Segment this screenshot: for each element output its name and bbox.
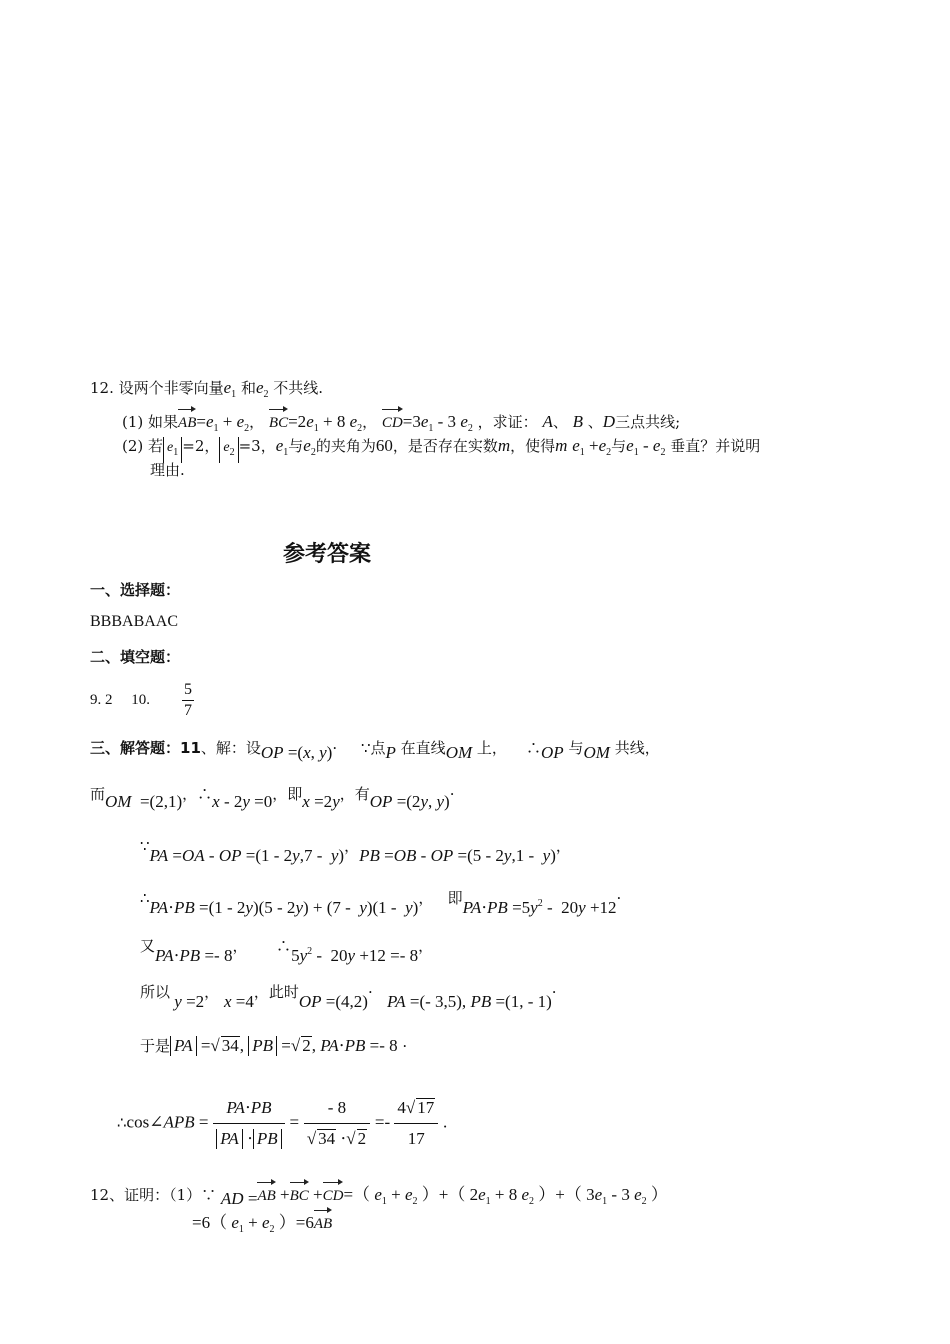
section2-answers: 9. 2 10. (90, 692, 150, 708)
q11-line8-cos: ∴cos∠APB = $\frac{PA\cdot PB}{PA \cdot PB}$ = $\frac{- 8}{√ 34 \cdot√ 2}$ =- $\frac{4√ 17}{17}$ . (117, 1094, 447, 1153)
section1-heading: 一、选择题： (90, 581, 181, 599)
q11-line6: 所以 y =2， x =4，此时OP =(4,2)· PA =(- 3,5), PB =(1, - 1)· (140, 983, 557, 1011)
q11-line5: 又PA⋅PB =- 8， $\therefore 5y^2 - 20y +12 =- 8$， (140, 937, 434, 965)
q11-line4: ∴PA⋅PB =(1 - 2y)(5 - 2y) + (7 - y)(1 - y)， 即$PA\cdot PB =5y^2 - 20y +12\cdot$ (140, 889, 622, 917)
q12-proof-line2: =6（ $e_1 + e_2$ ）=6AB (192, 1206, 332, 1242)
q11-line2: 而OM =(2,1)，∴x - 2y =0，即x =2y，有OP =(2y, y)· (90, 785, 455, 811)
section2-heading: 二、填空题： (90, 648, 181, 666)
q11-line1: 三、解答题：11、解：设OP =(x, y)· ∵点P 在直线OM 上， ∴OP 与OM 共线， (90, 739, 660, 762)
q12-part2-cont: 理由. (150, 461, 185, 479)
q12-intro: 12. 设两个非零向量$e_1$ 和$e_2$ 不共线. (90, 378, 324, 400)
answer-title: 参考答案 (283, 542, 372, 567)
q12-proof-line1: 12、证明：（1）∵ AD =AB +BC +CD=（ $e_1 + e_2$ ）+（ $2e_1 + 8$ $e_2$ ）+（ $3e_1 - 3$ $e_2$ ） (90, 1178, 668, 1214)
q11-line7: 于是 PA =√ 34, PB =√ 2, PA⋅PB =- 8 · (140, 1036, 408, 1055)
q12-part2: (2) 若 $e_1 =2$， $e_2 =3$，$e_1$与$e_2$的夹角为60，是否存在实数m，使得m $e_1 +e_2$与$e_1 - e_2$ 垂直？并说明 (122, 434, 760, 465)
q12-part1: (1) 如果$AB=e_1 + e_2$， $BC=2e_1 + 8$ $e_2$， $CD=3e_1 - 3$ $e_2$ ，求证： A、 B 、D三点共线; (122, 405, 680, 441)
q11-line3: ∵PA =OA - OP =(1 - 2y,7 - y)，PB =OB - OP =(5 - 2y,1 - y)， (140, 837, 571, 865)
q10-fraction: 5 7 (184, 681, 192, 719)
section1-answers: BBBABAAC (90, 613, 179, 630)
